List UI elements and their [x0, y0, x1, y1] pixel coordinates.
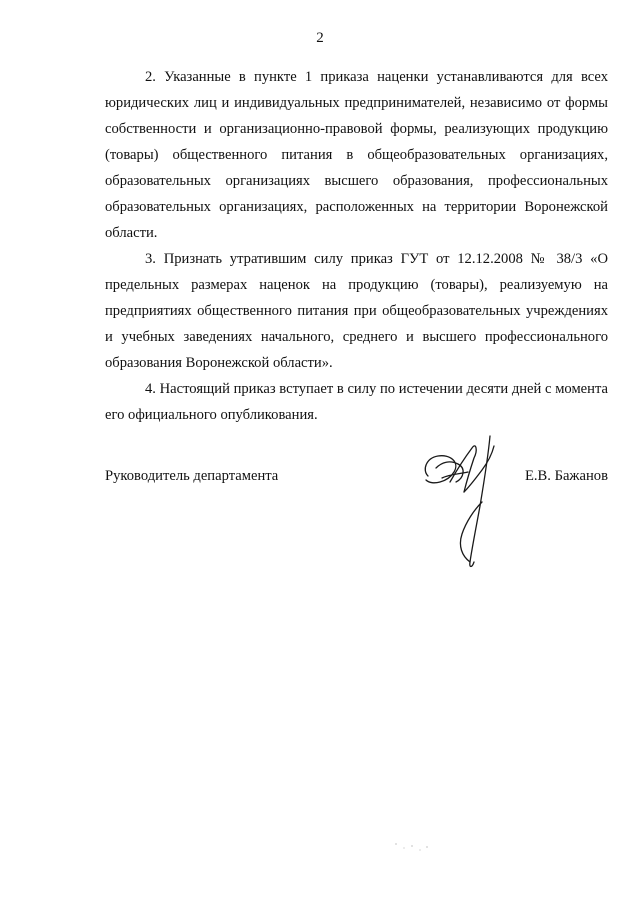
signer-position: Руководитель департамента — [105, 468, 279, 484]
paragraph-4: 4. Настоящий приказ вступает в силу по истечении десяти дней с момента его официального опубликования. — [105, 381, 608, 423]
document-body — [105, 64, 608, 428]
scan-noise — [392, 838, 432, 858]
paragraph-3: 3. Признать утратившим силу приказ ГУТ от 12.12.2008 № 38/3 «О предельных размерах наценок на продукцию (товары), реализуемую на предприятиях общественного питания при общеобразовательных учреждениях и учебных заведениях начального, среднего и высшего профессионального образования Воронежской области». — [105, 251, 608, 371]
paragraph-2: 2. Указанные в пункте 1 приказа наценки устанавливаются для всех юридических лиц и индивидуальных предпринимателей, независимо от формы собственности и организационно-правовой формы, реализующих продукцию (товары) общественного питания в общеобразовательных организациях, образовательных организациях высшего образования, профессиональных образовательных организациях, расположенных на территории Воронежской области. — [105, 69, 608, 241]
handwritten-signature — [420, 428, 510, 578]
signer-name: Е.В. Бажанов — [524, 468, 608, 484]
page-number: 2 — [316, 30, 324, 46]
